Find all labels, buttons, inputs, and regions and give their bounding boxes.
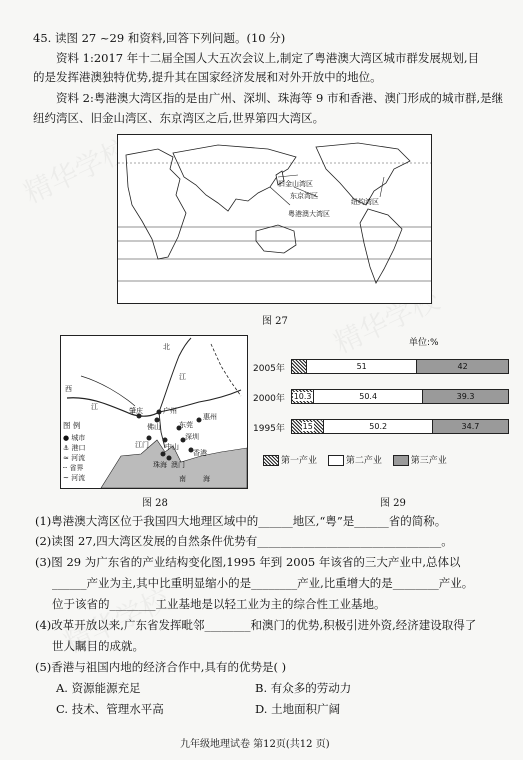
sub-question-3-line-3: 位于该省的________工业基地是以轻工业为主的综合性工业基地。 [52, 597, 386, 611]
gba-label: 粤港澳大湾区 [288, 210, 330, 218]
bar-segment [423, 390, 508, 403]
label-zhaoqing: 肇庆 [129, 407, 143, 415]
sub-question-5: (5)香港与祖国内地的经济合作中,具有的优势是( ) [35, 660, 287, 674]
bar-segment [292, 360, 307, 373]
sub-question-1: (1)粤港澳大湾区位于我国四大地理区域中的______地区,“粤”是______省的简称。 [35, 514, 447, 528]
year-label: 2005年 [253, 364, 285, 374]
sub-question-2: (2)读图 27,四大湾区发展的自然条件优势有________________________________。 [35, 534, 453, 548]
bar-segment [314, 390, 423, 403]
bar-value-label: 51 [356, 362, 367, 371]
bar-value-label: 42 [457, 362, 468, 371]
year-label: 2000年 [253, 394, 285, 404]
legend-item-port: ⚓ 港口 [63, 444, 86, 452]
bar-segment [324, 420, 433, 433]
legend-item-city: ● 城市 [63, 434, 86, 442]
legend-item-river2: ~ 河流 [63, 474, 86, 482]
bar-segment [417, 360, 508, 373]
bar-value-label: 15 [302, 422, 313, 431]
material-1-line-1: 资料 1:2017 年十二届全国人大五次会议上,制定了粤港澳大湾区城市群发展规划,目 [56, 51, 480, 65]
legend-primary: 第一产业 [263, 456, 317, 466]
world-map-graphic [118, 135, 431, 303]
sub-question-4-line-2: 世人瞩目的成就。 [52, 639, 144, 653]
sub-question-3-line-1: (3)图 29 为广东省的产业结构变化图,1995 年到 2005 年该省的三大产业中,总体以 [35, 555, 461, 569]
figure-28-caption: 图 28 [142, 498, 168, 509]
chart-unit-label: 单位:% [409, 338, 439, 348]
label-hongkong: 香港 [193, 449, 207, 457]
bar-value-label: 34.7 [461, 422, 480, 431]
label-guangzhou: 广州 [163, 407, 177, 415]
chart-legend [263, 453, 447, 466]
question-title: 45. 读图 27 ~29 和资料,回答下列问题。(10 分) [33, 31, 286, 45]
world-map-figure-27 [117, 134, 432, 304]
figure-29-caption: 图 29 [380, 498, 406, 509]
material-2-line-1: 资料 2:粤港澳大湾区指的是由广州、深圳、珠海等 9 市和香港、澳门形成的城市群,是继 [56, 91, 504, 105]
label-shenzhen: 深圳 [185, 433, 199, 441]
option-a: A. 资源能源充足 [56, 681, 141, 695]
gba-map-figure-28 [60, 335, 248, 489]
label-macau: 澳门 [171, 461, 185, 469]
tokyo-bay-label: 东京湾区 [290, 192, 318, 200]
label-huizhou: 惠州 [203, 413, 217, 421]
label-west: 西 [65, 385, 72, 393]
label-dongguan: 东莞 [179, 421, 193, 429]
material-1-line-2: 的是发挥港澳独特优势,提升其在国家经济发展和对外开放中的地位。 [33, 70, 382, 84]
label-river-bei: 江 [179, 373, 186, 381]
sub-question-3-line-2: ______产业为主,其中比重明显缩小的是________产业,比重增大的是________产业。 [52, 576, 474, 590]
bar-segment [433, 420, 508, 433]
label-foshan: 佛山 [147, 423, 161, 431]
legend-item-boundary: ┄ 省界 [63, 464, 84, 472]
stacked-bar [291, 389, 509, 404]
legend-secondary: 第二产业 [328, 456, 382, 466]
label-zhuhai: 珠海 [153, 461, 167, 469]
option-d: D. 土地面积广阔 [255, 702, 341, 716]
industry-structure-chart [251, 335, 513, 510]
option-b: B. 有众多的劳动力 [255, 681, 352, 695]
label-zhongshan: 中山 [165, 443, 179, 451]
option-c: C. 技术、管理水平高 [56, 702, 164, 716]
sf-bay-label: 旧金山湾区 [278, 180, 313, 188]
ny-bay-label: 纽约湾区 [351, 198, 379, 206]
sub-question-4-line-1: (4)改革开放以来,广东省发挥毗邻________和澳门的优势,积极引进外资,经济建设取得了 [35, 618, 477, 632]
stacked-bar [291, 359, 509, 374]
year-label: 1995年 [253, 424, 285, 434]
label-south-sea: 南 [179, 475, 186, 483]
map-legend [63, 420, 103, 483]
bar-segment [292, 420, 324, 433]
label-river-jiang: 江 [91, 403, 98, 411]
bar-segment [307, 360, 417, 373]
figure-27-caption: 图 27 [262, 316, 288, 327]
label-sea: 海 [203, 475, 210, 483]
bar-value-label: 39.3 [456, 392, 475, 401]
legend-title: 图 例 [63, 421, 81, 430]
material-2-line-2: 纽约湾区、旧金山湾区、东京湾区之后,世界第四大湾区。 [33, 111, 325, 125]
legend-item-river: ≈ 河流 [63, 454, 86, 462]
stacked-bar [291, 419, 509, 434]
bar-value-label: 10.3 [293, 392, 312, 401]
bar-value-label: 50.4 [359, 392, 378, 401]
bar-value-label: 50.2 [369, 422, 388, 431]
label-north: 北 [163, 343, 170, 351]
page-footer: 九年级地理试卷 第12页(共12 页) [180, 739, 330, 750]
legend-tertiary: 第三产业 [393, 456, 447, 466]
label-jiangmen: 江门 [135, 441, 149, 449]
bar-segment [292, 390, 314, 403]
